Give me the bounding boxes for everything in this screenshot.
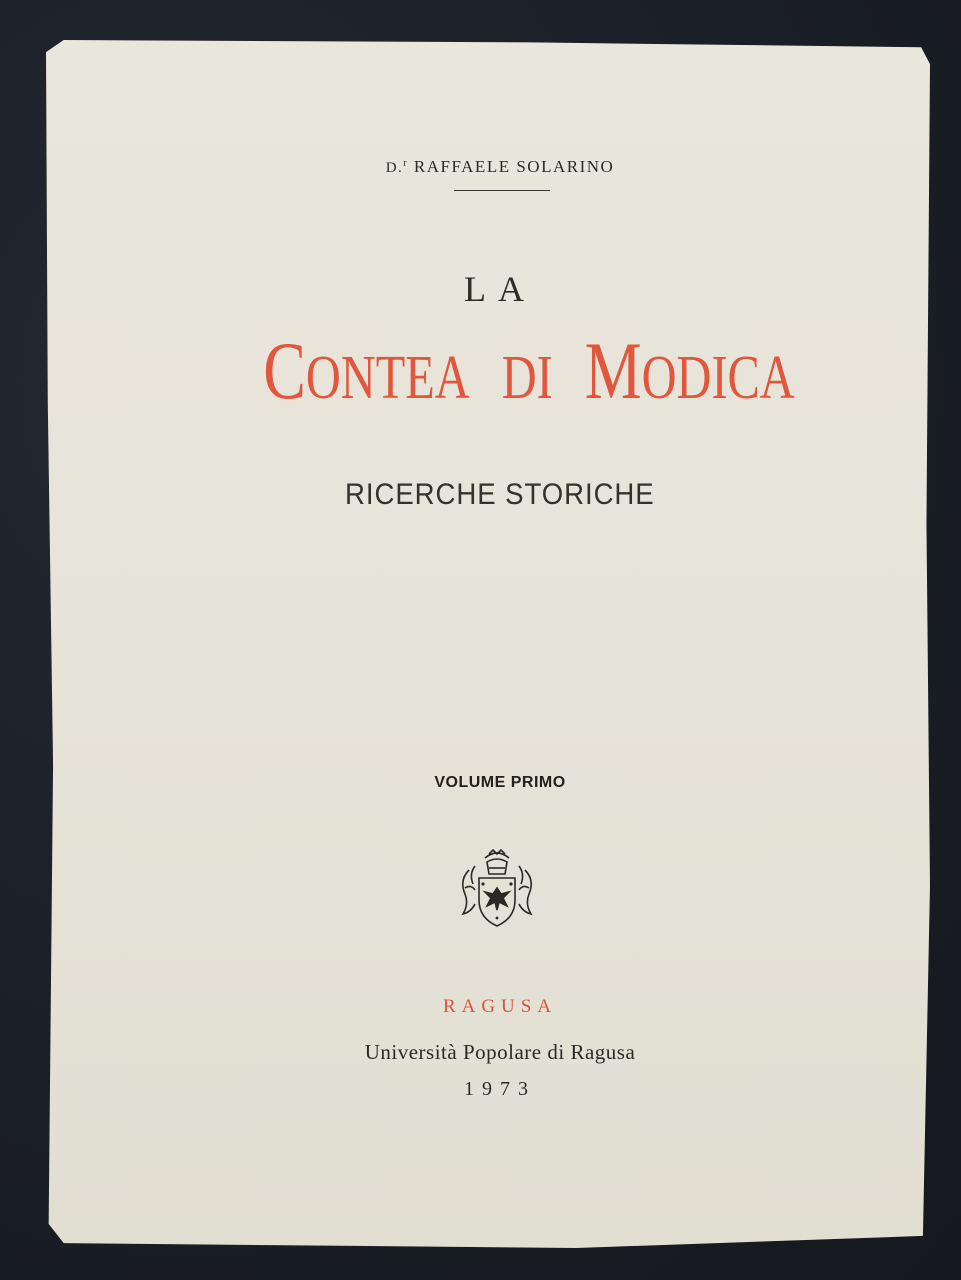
author-name: RAFFAELE SOLARINO bbox=[413, 157, 615, 176]
title-article: LA bbox=[464, 269, 536, 309]
publication-year: 1973 bbox=[464, 1078, 536, 1100]
title-word2: DI bbox=[501, 344, 553, 412]
book-title bbox=[263, 325, 795, 423]
coat-of-arms-svg bbox=[455, 848, 539, 936]
author-prefix-text: D. bbox=[385, 160, 404, 176]
title-word3-initial: M bbox=[584, 325, 642, 416]
coat-of-arms-icon bbox=[455, 848, 539, 936]
title-word3-rest: ODICA bbox=[641, 344, 795, 412]
book-subtitle: RICERCHE STORICHE bbox=[345, 478, 655, 511]
volume-label: VOLUME PRIMO bbox=[434, 774, 566, 791]
book-cover bbox=[46, 40, 930, 1248]
author-line bbox=[0, 157, 961, 177]
title-word1-initial: C bbox=[263, 325, 306, 416]
title-word1-rest: ONTEA bbox=[305, 344, 470, 412]
author-divider bbox=[454, 190, 550, 191]
publisher: Università Popolare di Ragusa bbox=[364, 1040, 636, 1064]
author-prefix-sup: r bbox=[403, 158, 409, 169]
publication-place: RAGUSA bbox=[442, 996, 558, 1017]
author-prefix bbox=[386, 160, 408, 176]
